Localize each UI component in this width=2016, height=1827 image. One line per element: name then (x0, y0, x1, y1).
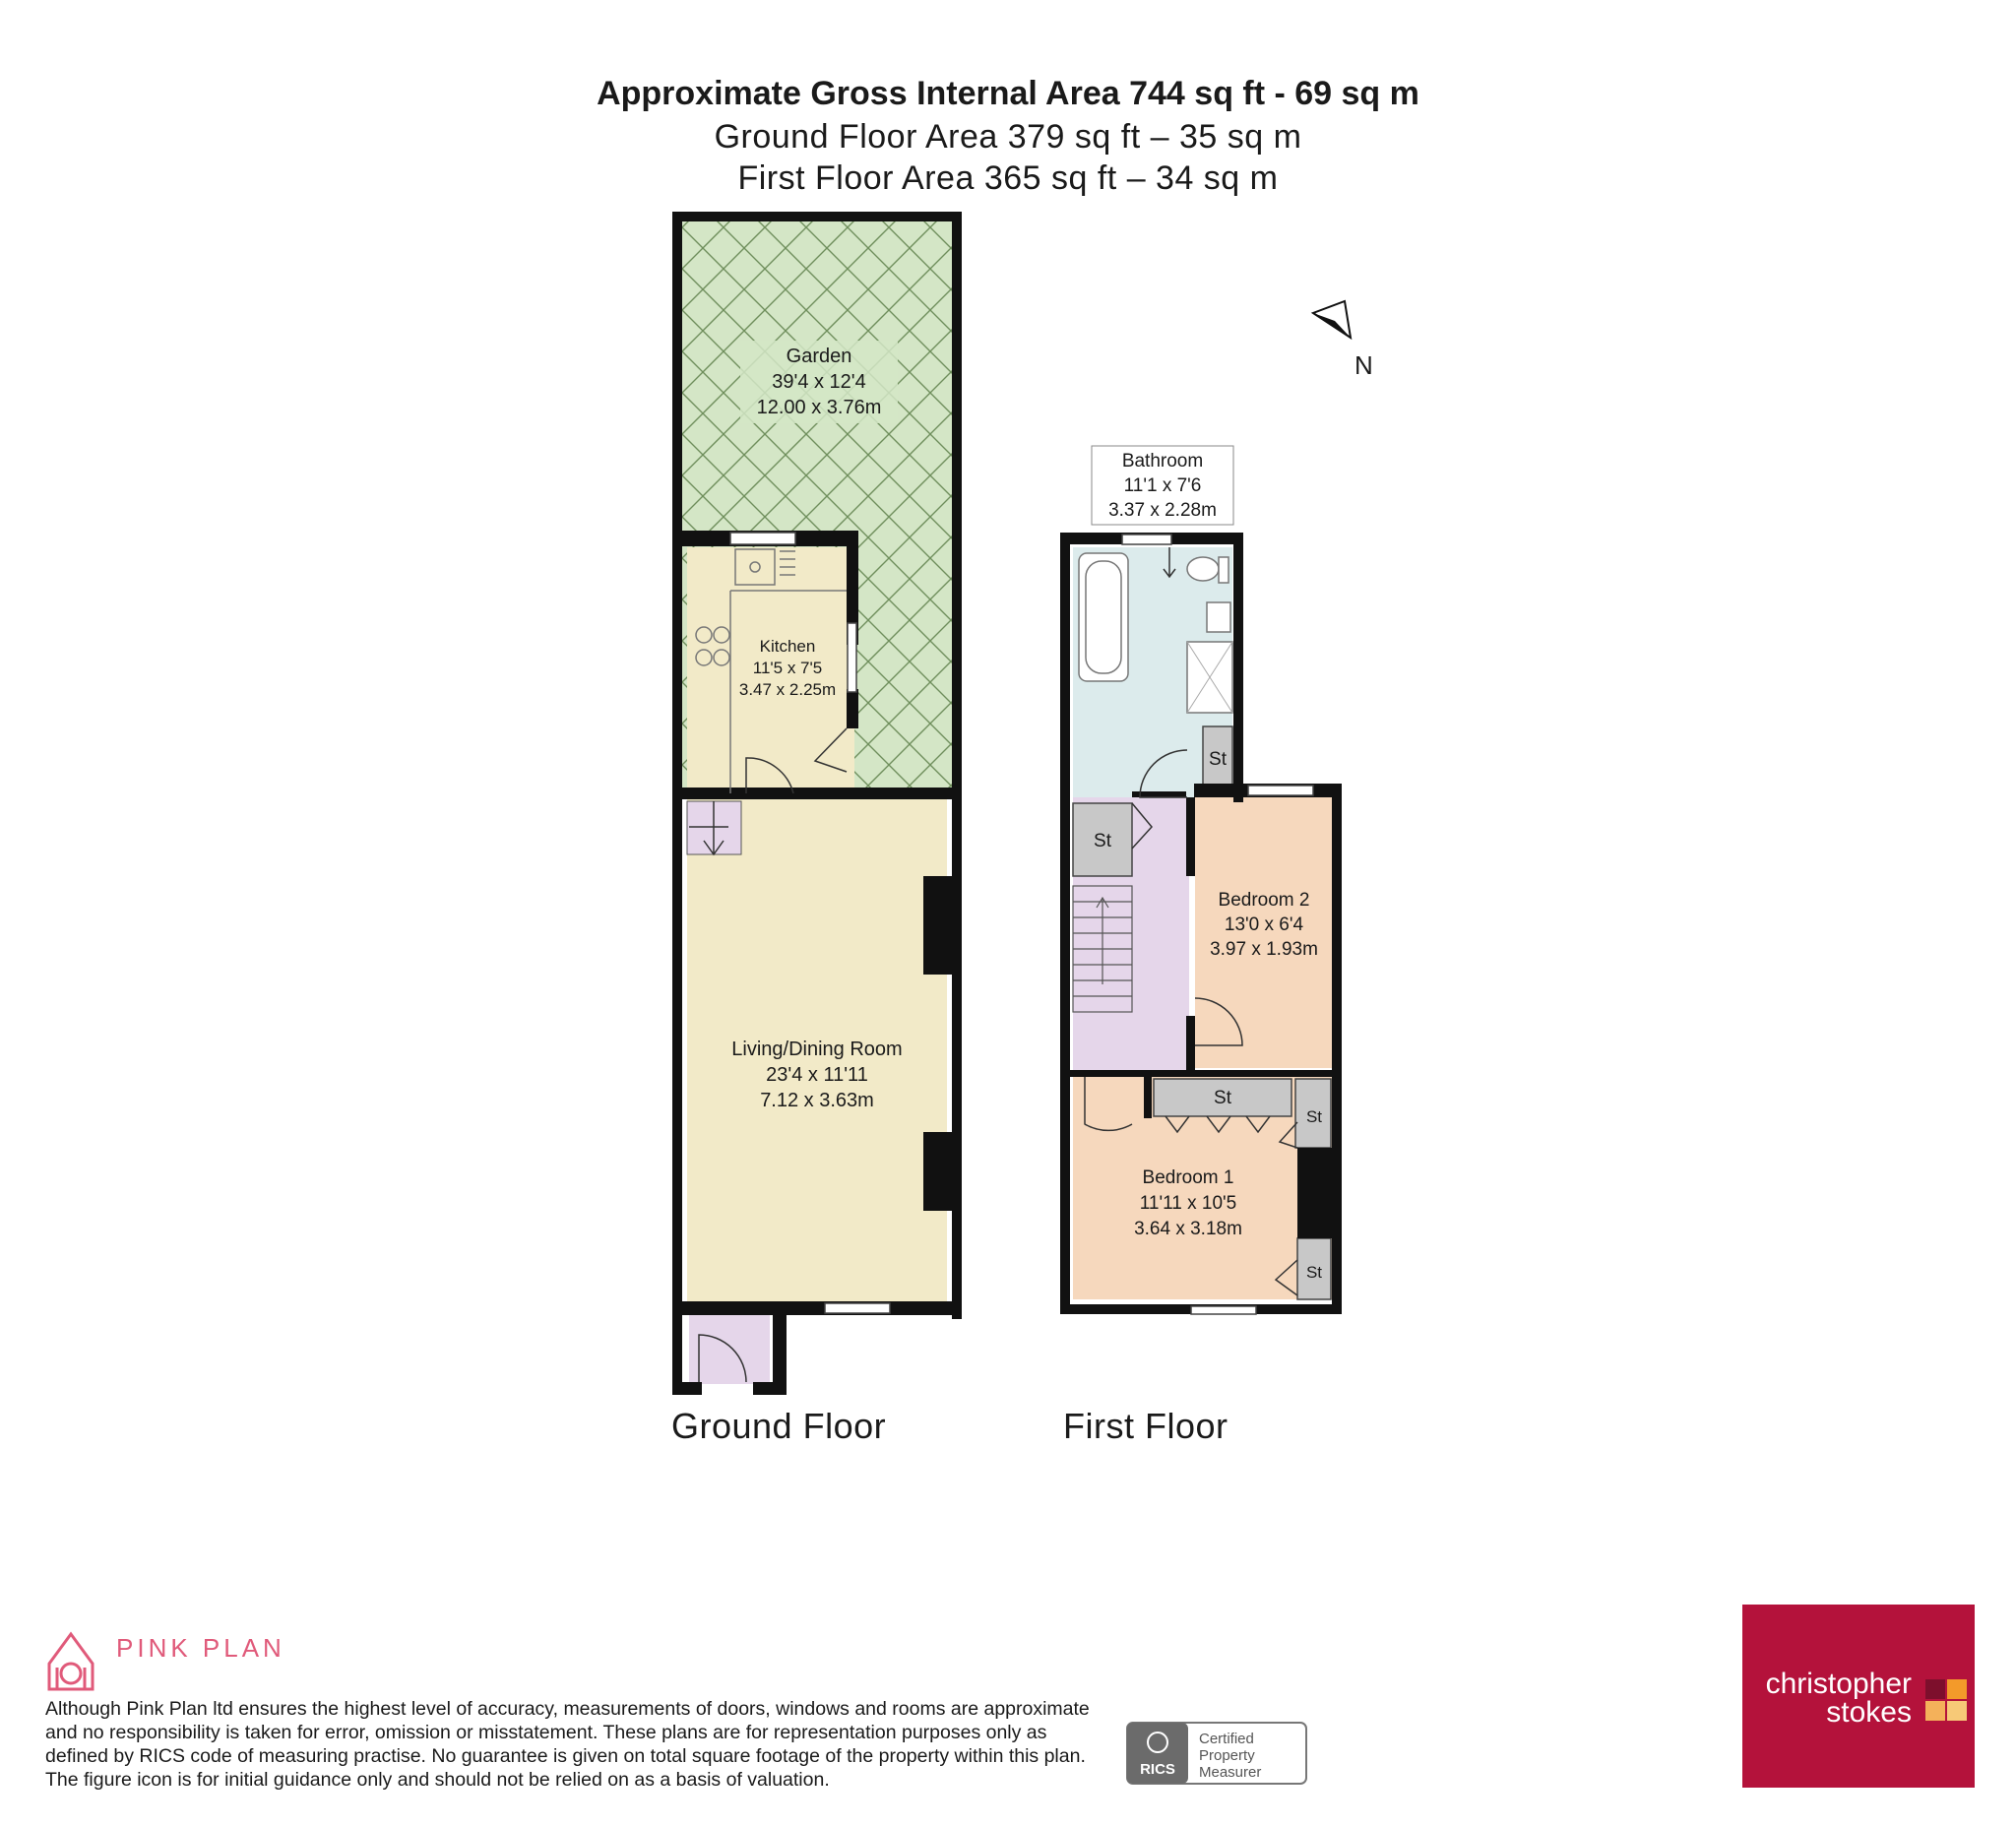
living-room-label: Living/Dining Room (731, 1039, 903, 1060)
bedroom2-label: Bedroom 2 (1218, 890, 1310, 911)
ground-floor-area: Ground Floor Area 379 sq ft – 35 sq m (714, 118, 1302, 156)
kitchen-side-window (848, 623, 856, 692)
storage-label-wardrobe: St (1214, 1088, 1231, 1108)
living-window (825, 1303, 890, 1313)
bedroom1-size-metric: 3.64 x 3.18m (1134, 1219, 1242, 1239)
rics-logo-text: RICS (1140, 1761, 1175, 1778)
agent-logo-text (1760, 1670, 1912, 1727)
bedroom1-label: Bedroom 1 (1142, 1167, 1234, 1188)
agent-name-line2: stokes (1826, 1696, 1912, 1729)
agent-name-line1: christopher (1765, 1668, 1912, 1700)
living-room-size-metric: 7.12 x 3.63m (760, 1090, 874, 1111)
bedroom2-size-metric: 3.97 x 1.93m (1210, 939, 1318, 960)
kitchen-label: Kitchen (759, 637, 816, 656)
rics-badge-line2: Property (1199, 1747, 1255, 1764)
rics-badge-line1: Certified (1199, 1731, 1254, 1747)
bedroom1-size-imperial: 11'11 x 10'5 (1139, 1193, 1237, 1214)
bathroom-window (1122, 535, 1171, 544)
bedroom1-window (1191, 1306, 1256, 1314)
bathroom-size-metric: 3.37 x 2.28m (1108, 500, 1217, 521)
living-room-size-imperial: 23'4 x 11'11 (766, 1064, 868, 1086)
rics-badge-line3: Measurer (1199, 1764, 1262, 1781)
bedroom2-size-imperial: 13'0 x 6'4 (1224, 914, 1304, 935)
kitchen-size-imperial: 11'5 x 7'5 (752, 659, 823, 677)
rics-badge (1127, 1723, 1306, 1784)
pinkplan-brand: PINK PLAN (116, 1633, 285, 1663)
bathroom-label: Bathroom (1121, 451, 1204, 472)
garden-size-imperial: 39'4 x 12'4 (772, 371, 866, 393)
first-floor-label: First Floor (1063, 1406, 1228, 1446)
north-label: N (1354, 350, 1373, 380)
bedroom2-window (1248, 786, 1313, 795)
storage-label-landing: St (1094, 831, 1111, 851)
bathroom-size-imperial: 11'1 x 7'6 (1123, 475, 1202, 496)
first-floor-area: First Floor Area 365 sq ft – 34 sq m (737, 159, 1279, 197)
north-arrow-icon (1313, 301, 1373, 380)
pinkplan-logo-icon (49, 1634, 93, 1689)
disclaimer-text: Although Pink Plan ltd ensures the highest level of accuracy, measurements of doors, windows and rooms are approximate and no responsibility is taken for error, omission or misstatement. These plans are for representation purposes only as defined by RICS code of measuring practise. No guarantee is given on total square footage of the property within this plan. The figure icon is for initial guidance only and should not be relied on as a basis of valuation. (45, 1698, 1090, 1791)
storage-label-bedroom1-top: St (1305, 1107, 1323, 1126)
agent-logo-squares-icon (1925, 1679, 1969, 1723)
agent-logo (1742, 1605, 1975, 1788)
gross-area-title: Approximate Gross Internal Area 744 sq ft - 69 sq m (597, 75, 1419, 112)
garden-size-metric: 12.00 x 3.76m (756, 397, 882, 418)
storage-label-bathroom: St (1209, 749, 1227, 770)
garden-label: Garden (786, 346, 852, 367)
porch-area (689, 1313, 770, 1384)
kitchen-size-metric: 3.47 x 2.25m (738, 680, 837, 699)
storage-label-bedroom1-bottom: St (1305, 1263, 1323, 1282)
kitchen-window (730, 533, 795, 544)
ground-floor-label: Ground Floor (671, 1406, 887, 1446)
